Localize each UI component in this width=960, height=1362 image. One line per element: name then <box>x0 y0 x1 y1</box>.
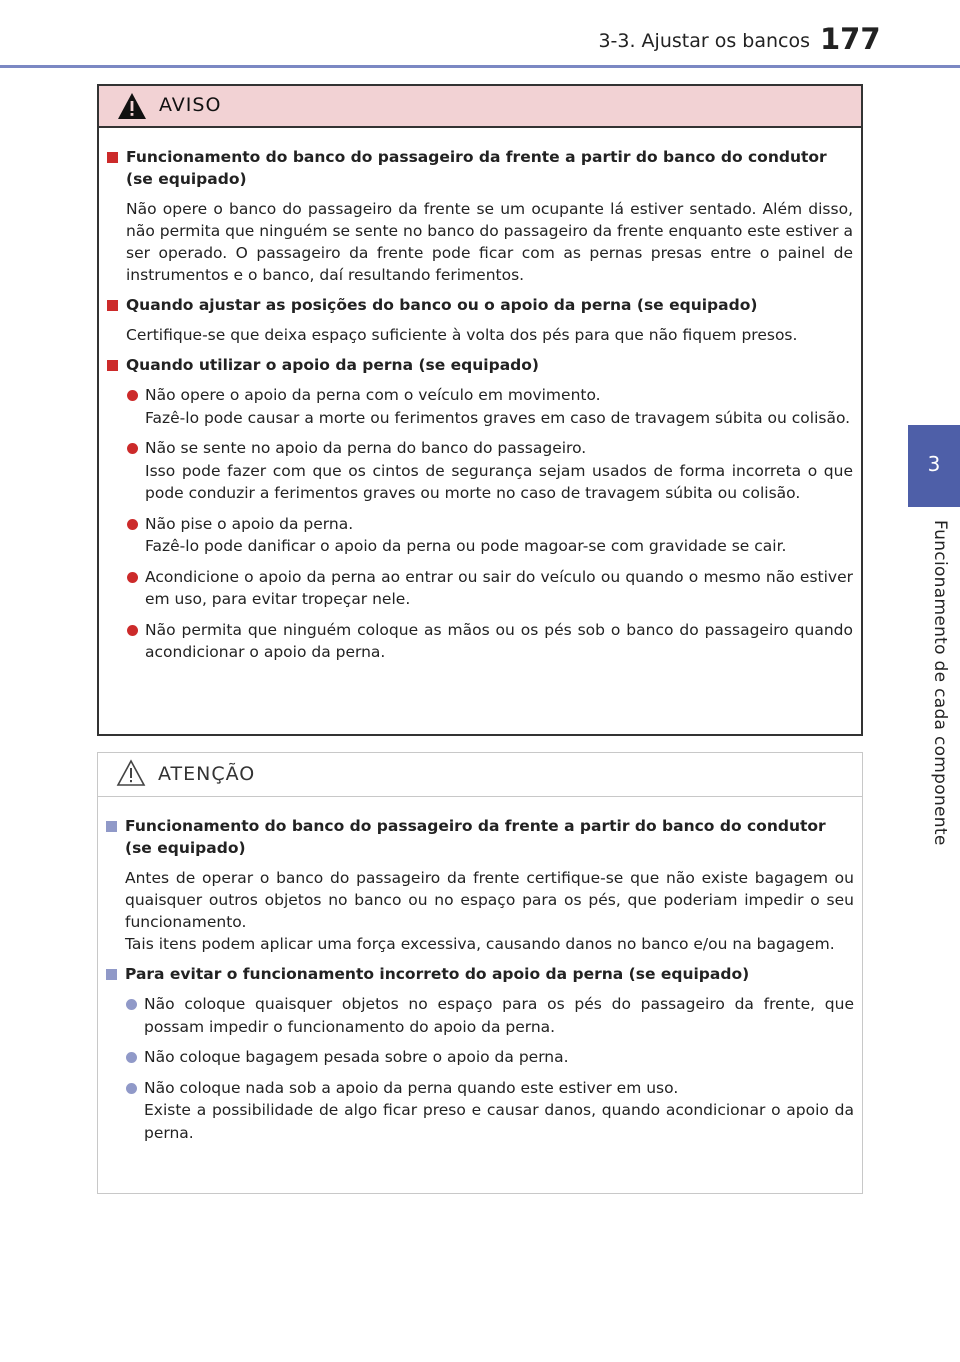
section-heading: Funcionamento do banco do passageiro da frente a partir do banco do condutor (se equipado) <box>107 146 853 190</box>
caution-box-body <box>106 815 854 1152</box>
list-item: Não coloque nada sob a apoio da perna quando este estiver em uso. Existe a possibilidade de algo ficar preso e causar danos, quando acondicionar o apoio da perna. <box>106 1077 854 1145</box>
round-bullet-icon <box>127 390 138 401</box>
list-item: Não se sente no apoio da perna do banco do passageiro. Isso pode fazer com que os cintos de segurança sejam usados de forma incorreta o que pode conduzir a ferimentos graves ou morte no caso de travagem súbita ou colisão. <box>107 437 853 505</box>
page-number: 177 <box>820 22 881 56</box>
square-bullet-icon <box>107 152 118 163</box>
warning-box-body <box>107 146 853 672</box>
caution-box-title: ATENÇÃO <box>158 763 256 785</box>
section-heading: Para evitar o funcionamento incorreto do apoio da perna (se equipado) <box>106 963 854 985</box>
section-title: 3-3. Ajustar os bancos <box>598 30 810 52</box>
caution-box <box>97 752 863 1194</box>
chapter-tab: 3 <box>908 425 960 507</box>
list-item: Não pise o apoio da perna. Fazê-lo pode danificar o apoio da perna ou pode magoar-se com gravidade se cair. <box>107 513 853 558</box>
paragraph: Não opere o banco do passageiro da frente se um ocupante lá estiver sentado. Além disso, não permita que ninguém se sente no banco do passageiro da frente enquanto este estiver a ser operado. O passageiro da frente pode ficar com as pernas presas entre o painel de instrumentos e o banco, daí resultando ferimentos. <box>126 200 853 284</box>
list-item: Não coloque quaisquer objetos no espaço para os pés do passageiro da frente, que possam impedir o funcionamento do apoio da perna. <box>106 993 854 1038</box>
round-bullet-icon <box>127 572 138 583</box>
list-item: Não opere o apoio da perna com o veículo em movimento. Fazê-lo pode causar a morte ou ferimentos graves em caso de travagem súbita ou colisão. <box>107 384 853 429</box>
round-bullet-icon <box>126 1083 137 1094</box>
round-bullet-icon <box>127 443 138 454</box>
round-bullet-icon <box>127 519 138 530</box>
square-bullet-icon <box>106 969 117 980</box>
header-divider <box>0 65 960 68</box>
square-bullet-icon <box>106 821 117 832</box>
warning-box-header <box>99 86 861 128</box>
section-heading: Quando utilizar o apoio da perna (se equipado) <box>107 354 853 376</box>
section-heading: Funcionamento do banco do passageiro da frente a partir do banco do condutor (se equipado) <box>106 815 854 859</box>
round-bullet-icon <box>126 999 137 1010</box>
round-bullet-icon <box>126 1052 137 1063</box>
caution-box-header <box>98 753 862 797</box>
warning-triangle-icon <box>117 92 147 120</box>
warning-box-title: AVISO <box>159 94 222 116</box>
list-item: Não coloque bagagem pesada sobre o apoio da perna. <box>106 1046 854 1069</box>
warning-box <box>97 84 863 736</box>
list-item: Acondicione o apoio da perna ao entrar ou sair do veículo ou quando o mesmo não estiver em uso, para evitar tropeçar nele. <box>107 566 853 611</box>
paragraph: Certifique-se que deixa espaço suficiente à volta dos pés para que não fiquem presos. <box>126 326 798 344</box>
list-item: Não permita que ninguém coloque as mãos ou os pés sob o banco do passageiro quando acondicionar o apoio da perna. <box>107 619 853 664</box>
chapter-label: Funcionamento de cada componente <box>930 520 950 846</box>
square-bullet-icon <box>107 300 118 311</box>
section-heading: Quando ajustar as posições do banco ou o apoio da perna (se equipado) <box>107 294 853 316</box>
caution-triangle-icon <box>116 759 146 787</box>
paragraph: Antes de operar o banco do passageiro da frente certifique-se que não existe bagagem ou quaisquer outros objetos no banco ou no espaço para os pés, que poderiam impedir o seu funcionamento. Tais itens podem aplicar uma força excessiva, causando danos no banco e/ou na bagagem. <box>125 869 854 953</box>
square-bullet-icon <box>107 360 118 371</box>
round-bullet-icon <box>127 625 138 636</box>
